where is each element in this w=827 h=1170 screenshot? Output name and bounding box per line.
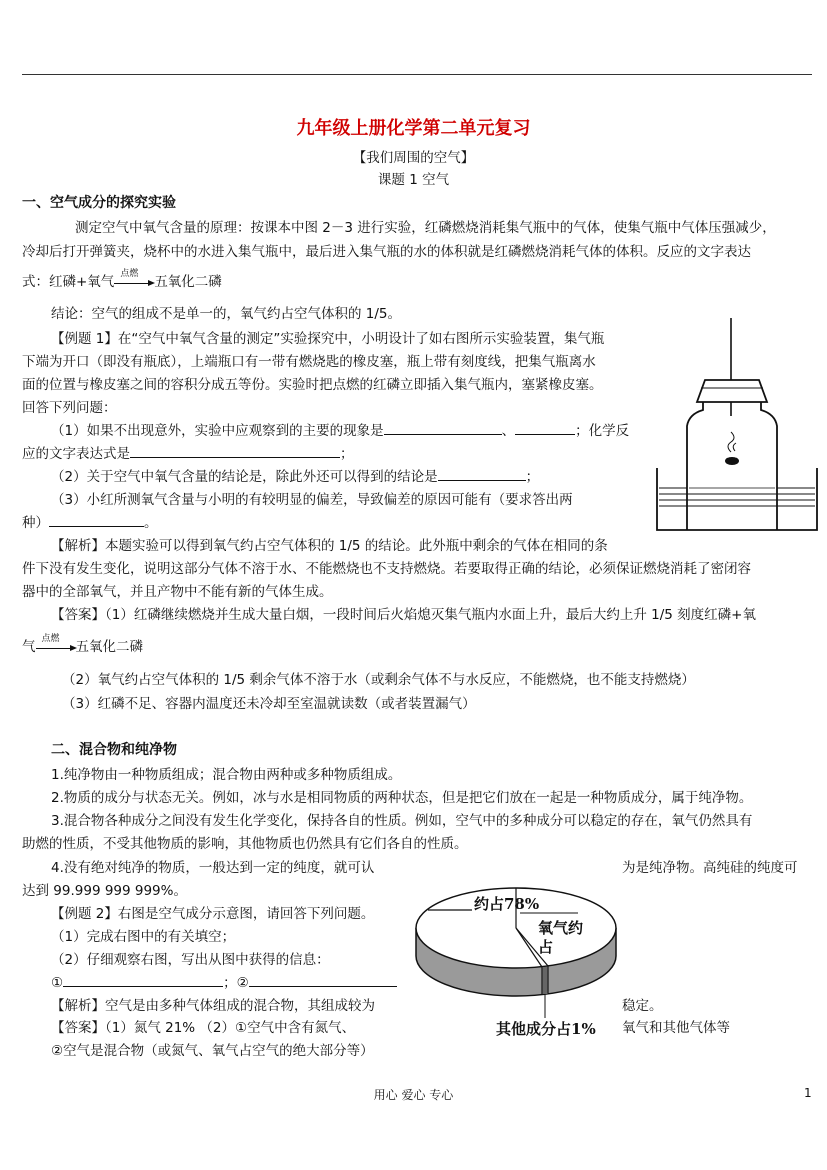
- example2-q1: （1）完成右图中的有关填空；: [51, 929, 236, 945]
- question-1: （1）如果不出现意外，实验中应观察到的主要的现象是 、 ；化学反: [51, 423, 630, 439]
- example1-line-3: 面的位置与橡皮塞之间的容积分成五等份。实验时把点燃的红磷立即插入集气瓶内，塞紧橡皮塞。: [22, 377, 603, 393]
- analysis2a: 【解析】空气是由多种气体组成的混合物，其组成较为: [51, 998, 375, 1014]
- example1-line-1: 【例题 1】在“空气中氧气含量的测定”实验探究中，小明设计了如右图所示实验装置，集气瓶: [51, 331, 605, 347]
- air-composition-pie-figure: [410, 870, 620, 1040]
- answer-blank: [130, 445, 340, 458]
- question-3: （3）小红所测氧气含量与小明的有较明显的偏差，导致偏差的原因可能有（要求答出两: [51, 492, 573, 508]
- page-title: 九年级上册化学第二单元复习: [296, 118, 531, 139]
- pie-label-oxygen-2: 占: [538, 938, 554, 956]
- question-2: （2）关于空气中氧气含量的结论是，除此外还可以得到的结论是 ；: [51, 469, 540, 485]
- section2-heading: 二、混合物和纯净物: [51, 742, 177, 758]
- equation-reactants: 式：红磷+氧气: [22, 274, 115, 290]
- equation-product: 五氧化二磷: [154, 274, 222, 290]
- example1-line-4: 回答下列问题：: [22, 400, 117, 416]
- principle-line-2: 冷却后打开弹簧夹，烧杯中的水进入集气瓶中，最后进入集气瓶的水的体积就是红磷燃烧消耗气体的体积。反应的文字表达: [22, 244, 751, 260]
- answer1-line-3: （3）红磷不足、容器内温度还未冷却至室温就读数（或者装置漏气）: [62, 696, 476, 712]
- section1-heading: 一、空气成分的探究实验: [22, 195, 176, 211]
- question-1-cont: 应的文字表达式是 ；: [22, 446, 354, 462]
- mixture-point-1: 1.纯净物由一种物质组成；混合物由两种或多种物质组成。: [51, 767, 402, 783]
- answer2a: 【答案】（1）氮气 21% （2）①空气中含有氮气、: [51, 1020, 356, 1036]
- example2-q2: （2）仔细观察右图，写出从图中获得的信息：: [51, 952, 330, 968]
- conclusion: 结论：空气的组成不是单一的，氧气约占空气体积的 1/5。: [51, 306, 402, 322]
- example1-line-2: 下端为开口（即没有瓶底），上端瓶口有一带有燃烧匙的橡皮塞，瓶上带有刻度线，把集气瓶离水: [22, 354, 596, 370]
- answer-blank: [438, 468, 526, 481]
- answer-blank: [384, 422, 502, 435]
- answer1-line-1: 【答案】（1）红磷继续燃烧并生成大量白烟，一段时间后火焰熄灭集气瓶内水面上升，最后大约上升 1/5 刻度红磷+氧: [51, 607, 756, 623]
- lesson-title: 课题 1 空气: [377, 172, 450, 188]
- question-3-cont: 种） 。: [22, 515, 158, 531]
- answer1-line-2: （2）氧气约占空气体积的 1/5 剩余气体不溶于水（或剩余气体不与水反应，不能燃烧，也不能支持燃烧）: [62, 672, 695, 688]
- chapter-subtitle: 【我们周围的空气】: [352, 150, 475, 166]
- equation-1: [22, 270, 222, 290]
- mixture-point-4b: 为是纯净物。高纯硅的纯度可: [622, 860, 798, 876]
- ignite-arrow-icon: 点燃: [36, 640, 76, 654]
- mixture-point-3-cont: 助燃的性质，不受其他物质的影响，其他物质也仍然具有它们各自的性质。: [22, 836, 468, 852]
- pie-label-other: 其他成分占1%: [496, 1020, 596, 1038]
- answer1-equation: 气 点燃 五氧化二磷: [22, 634, 143, 655]
- example2-answers: ① ；②: [51, 971, 397, 991]
- answer-blank: [249, 974, 397, 987]
- mixture-point-4a: 4.没有绝对纯净的物质，一般达到一定的纯度，就可认: [51, 860, 375, 876]
- mixture-point-2: 2.物质的成分与状态无关。例如，冰与水是相同物质的两种状态，但是把它们放在一起是一种物质成分，属于纯净物。: [51, 790, 753, 806]
- answer-blank: [49, 514, 144, 527]
- page-number: 1: [804, 1086, 812, 1100]
- example2: 【例题 2】右图是空气成分示意图，请回答下列问题。: [51, 906, 375, 922]
- analysis2b: 稳定。: [622, 998, 663, 1014]
- analysis1-line-2: 件下没有发生变化，说明这部分气体不溶于水、不能燃烧也不支持燃烧。若要取得正确的结论，必须保证燃烧消耗了密闭容: [22, 561, 751, 577]
- answer-blank: [515, 422, 575, 435]
- answer-blank: [63, 974, 223, 987]
- analysis1-line-3: 器中的全部氧气，并且产物中不能有新的气体生成。: [22, 584, 333, 600]
- page-footer: 用心 爱心 专心: [373, 1088, 454, 1102]
- mixture-point-3: 3.混合物各种成分之间没有发生化学变化，保持各自的性质。例如，空气中的多种成分可以稳定的存在，氧气仍然具有: [51, 813, 753, 829]
- header-rule: [22, 74, 812, 75]
- pie-label-nitrogen: 约占78%: [474, 895, 540, 913]
- gas-bottle-apparatus-figure: [655, 318, 820, 538]
- principle-line-1: 测定空气中氧气含量的原理：按课本中图 2－3 进行实验，红磷燃烧消耗集气瓶中的气体，使集气瓶中气体压强减少，: [75, 220, 776, 236]
- analysis1-line-1: 【解析】本题实验可以得到氧气约占空气体积的 1/5 的结论。此外瓶中剩余的气体在相同的条: [51, 538, 608, 554]
- answer2-line-2: ②空气是混合物（或氮气、氧气占空气的绝大部分等）: [51, 1043, 374, 1059]
- ignite-arrow-icon: 点燃: [114, 275, 154, 289]
- mixture-point-4-cont: 达到 99.999 999 999%。: [22, 883, 187, 899]
- answer2b: 氧气和其他气体等: [622, 1020, 730, 1036]
- pie-label-oxygen-1: 氧气约: [538, 919, 584, 937]
